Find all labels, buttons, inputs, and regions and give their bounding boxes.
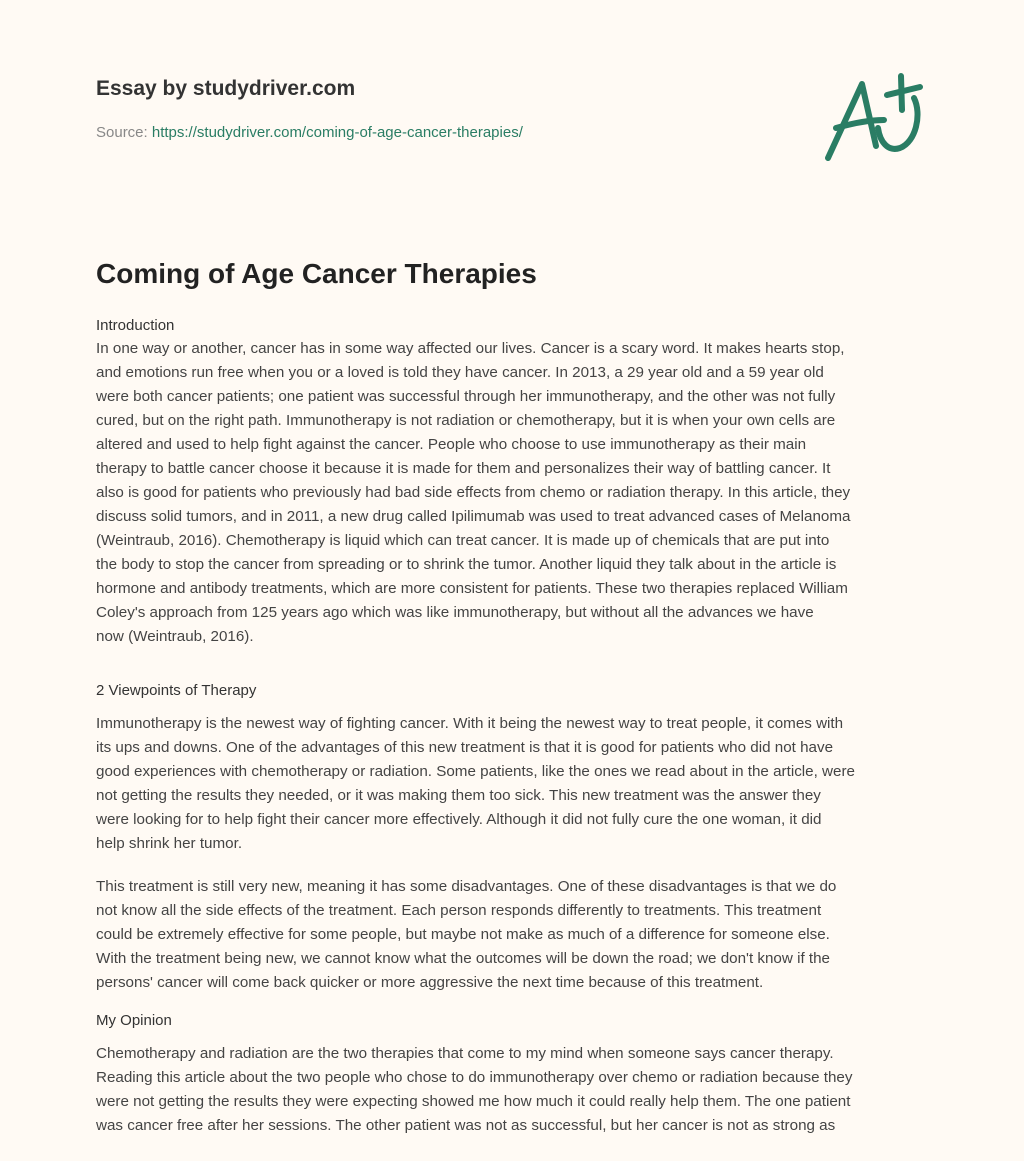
paragraph-line: not getting the results they needed, or it was making them too sick. This new treatment was the answer they	[96, 787, 821, 804]
paragraph-line: Coley's approach from 125 years ago which was like immunotherapy, but without all the advances we have	[96, 604, 814, 621]
essay-title: Coming of Age Cancer Therapies	[96, 258, 537, 289]
section-heading: Introduction	[96, 317, 175, 334]
paragraph-line: With the treatment being new, we cannot know what the outcomes will be down the road; we don't know if the	[96, 950, 830, 967]
paragraph-line: good experiences with chemotherapy or radiation. Some patients, like the ones we read about in the article, were	[96, 763, 855, 780]
paragraph-line: were both cancer patients; one patient was successful through her immunotherapy, and the other was not fully	[96, 388, 836, 405]
paragraph-line: not know all the side effects of the treatment. Each person responds differently to treatments. This treatment	[96, 902, 822, 919]
section-heading: My Opinion	[96, 1012, 172, 1029]
paragraph-line: were looking for to help fight their cancer more effectively. Although it did not fully cure the one woman, it did	[96, 811, 822, 828]
paragraph-line: This treatment is still very new, meaning it has some disadvantages. One of these disadvantages is that we do	[96, 878, 837, 895]
paragraph-line: help shrink her tumor.	[96, 835, 243, 852]
paragraph	[96, 1042, 852, 1138]
section-heading: 2 Viewpoints of Therapy	[96, 682, 257, 699]
paragraph-line: its ups and downs. One of the advantages of this new treatment is that it is good for patients who did not have	[96, 739, 834, 756]
paragraph	[96, 712, 855, 856]
paragraph-line: Reading this article about the two people who chose to do immunotherapy over chemo or radiation because they	[96, 1069, 853, 1086]
source-line	[96, 124, 523, 141]
source-link[interactable]: https://studydriver.com/coming-of-age-cancer-therapies/	[151, 124, 523, 141]
paragraph-line: hormone and antibody treatments, which are more consistent for patients. These two therapies replaced William	[96, 580, 848, 597]
paragraph-line: discuss solid tumors, and in 2011, a new drug called Ipilimumab was used to treat advanced cases of Melanoma	[96, 508, 851, 525]
paragraph	[96, 337, 850, 649]
paragraph-line: now (Weintraub, 2016).	[96, 628, 254, 645]
paragraph-line: could be extremely effective for some people, but maybe not make as much of a difference for someone else.	[96, 926, 830, 943]
paragraph-line: altered and used to help fight against the cancer. People who choose to use immunotherapy as their main	[96, 436, 807, 453]
paragraph-line: also is good for patients who previously had bad side effects from chemo or radiation therapy. In this article, they	[96, 484, 851, 501]
paragraph-line: were not getting the results they were expecting showed me how much it could really help them. The one patient	[96, 1093, 851, 1110]
paragraph-line: In one way or another, cancer has in some way affected our lives. Cancer is a scary word. It makes hearts stop,	[96, 340, 845, 357]
paragraph	[96, 875, 836, 995]
paragraph-line: Immunotherapy is the newest way of fighting cancer. With it being the newest way to treat people, it comes with	[96, 715, 844, 732]
site-brand: Essay by studydriver.com	[96, 77, 356, 100]
paragraph-line: persons' cancer will come back quicker or more aggressive the next time because of this treatment.	[96, 974, 764, 991]
source-label: Source:	[96, 124, 152, 141]
paragraph-line: and emotions run free when you or a loved is told they have cancer. In 2013, a 29 year old and a 59 year old	[96, 364, 824, 381]
paragraph-line: Chemotherapy and radiation are the two therapies that come to my mind when someone says cancer therapy.	[96, 1045, 834, 1062]
paragraph-line: (Weintraub, 2016). Chemotherapy is liquid which can treat cancer. It is made up of chemicals that are put into	[96, 532, 830, 549]
paragraph-line: the body to stop the cancer from spreading or to shrink the tumor. Another liquid they talk about in the article is	[96, 556, 837, 573]
a-plus-logo-icon	[820, 62, 940, 172]
paragraph-line: cured, but on the right path. Immunotherapy is not radiation or chemotherapy, but it is when your own cells are	[96, 412, 836, 429]
paragraph-line: therapy to battle cancer choose it because it is made for them and personalizes their way of battling cancer. It	[96, 460, 831, 477]
paragraph-line: was cancer free after her sessions. The other patient was not as successful, but her cancer is not as strong as	[96, 1117, 836, 1134]
